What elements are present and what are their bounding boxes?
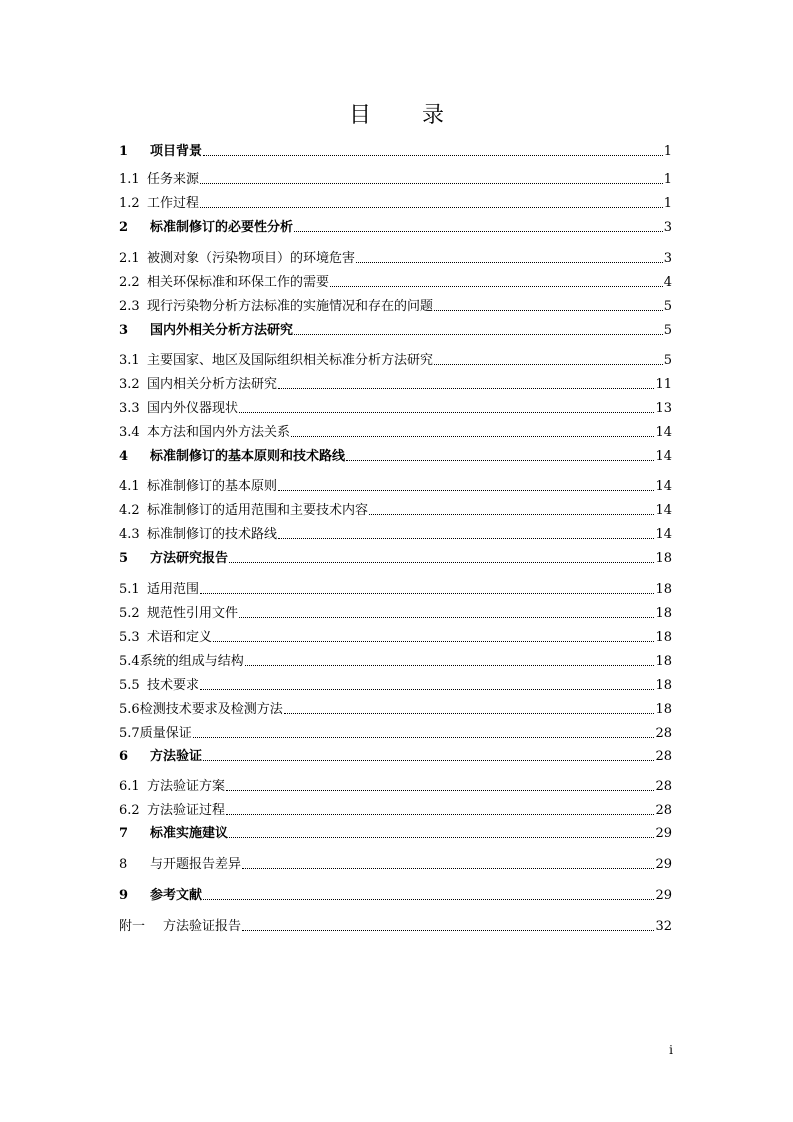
dot-leader — [294, 230, 663, 232]
toc-entry-number: 1 — [119, 144, 129, 159]
toc-entry-number: 4.2 — [119, 503, 140, 518]
toc-entry-title: 与开题报告差异 — [150, 857, 242, 872]
dot-leader — [193, 736, 655, 738]
toc-entry[interactable] — [119, 824, 672, 842]
toc-entry-title: 相关环保标准和环保工作的需要 — [147, 275, 330, 290]
toc-entry-number: 5 — [119, 551, 129, 566]
toc-entry-page: 28 — [655, 726, 672, 741]
dot-leader — [229, 561, 654, 563]
toc-entry-title: 项目背景 — [150, 144, 203, 159]
toc-entry[interactable] — [119, 351, 672, 369]
toc-entry-title: 方法验证报告 — [163, 919, 242, 934]
toc-entry-page: 14 — [655, 425, 672, 440]
toc-entry[interactable] — [119, 724, 672, 742]
toc-entry[interactable] — [119, 525, 672, 543]
toc-entry-number: 3.3 — [119, 401, 140, 416]
toc-entry[interactable] — [119, 652, 672, 670]
toc-entry[interactable] — [119, 321, 672, 339]
dot-leader — [226, 813, 654, 815]
dot-leader — [294, 333, 663, 335]
toc-entry-page: 11 — [655, 377, 672, 392]
toc-entry-number: 3.2 — [119, 377, 140, 392]
toc-entry-number: 5.3 — [119, 630, 140, 645]
dot-leader — [434, 309, 663, 311]
toc-entry-page: 1 — [663, 196, 672, 211]
toc-entry[interactable] — [119, 375, 672, 393]
toc-entry[interactable] — [119, 170, 672, 188]
dot-leader — [200, 182, 663, 184]
toc-entry[interactable] — [119, 886, 672, 904]
toc-entry[interactable] — [119, 855, 672, 873]
toc-entry[interactable] — [119, 549, 672, 567]
toc-entry-title: 质量保证 — [139, 726, 192, 741]
dot-leader — [291, 435, 654, 437]
toc-entry-title: 适用范围 — [147, 582, 200, 597]
toc-entry[interactable] — [119, 447, 672, 465]
dot-leader — [434, 363, 663, 365]
dot-leader — [239, 616, 654, 618]
toc-entry-page: 13 — [655, 401, 672, 416]
dot-leader — [226, 789, 654, 791]
toc-entry-page: 5 — [663, 353, 672, 368]
toc-entry-page: 28 — [655, 779, 672, 794]
toc-entry-number: 1.2 — [119, 196, 140, 211]
dot-leader — [213, 640, 654, 642]
toc-entry-title: 术语和定义 — [147, 630, 213, 645]
toc-entry[interactable] — [119, 580, 672, 598]
toc-entry-number: 5.1 — [119, 582, 140, 597]
toc-entry-number: 2 — [119, 220, 129, 235]
toc-entry-page: 18 — [655, 678, 672, 693]
toc-entry-page: 18 — [655, 582, 672, 597]
toc-entry-number: 3.1 — [119, 353, 140, 368]
dot-leader — [356, 261, 663, 263]
toc-entry-number: 4.1 — [119, 479, 140, 494]
toc-entry-title: 技术要求 — [147, 678, 200, 693]
toc-entry-title: 检测技术要求及检测方法 — [139, 702, 283, 717]
toc-entry-page: 14 — [655, 479, 672, 494]
toc-entry[interactable] — [119, 477, 672, 495]
toc-entry-number: 7 — [119, 826, 129, 841]
toc-entry-number: 5.7 — [119, 726, 140, 741]
toc-entry-page: 5 — [663, 323, 672, 338]
toc-entry[interactable] — [119, 777, 672, 795]
toc-entry-title: 标准实施建议 — [150, 826, 229, 841]
toc-entry-page: 18 — [655, 702, 672, 717]
dot-leader — [200, 688, 654, 690]
toc-entry-page: 32 — [655, 919, 672, 934]
toc-entry[interactable] — [119, 249, 672, 267]
toc-entry[interactable] — [119, 423, 672, 441]
toc-entry-title: 国内外相关分析方法研究 — [150, 323, 294, 338]
toc-entry[interactable] — [119, 273, 672, 291]
toc-entry-number: 4.3 — [119, 527, 140, 542]
toc-entry-page: 18 — [655, 654, 672, 669]
toc-entry[interactable] — [119, 399, 672, 417]
dot-leader — [239, 411, 654, 413]
toc-entry[interactable] — [119, 604, 672, 622]
toc-entry-title: 方法验证过程 — [147, 803, 226, 818]
dot-leader — [278, 537, 654, 539]
toc-entry-number: 6.1 — [119, 779, 140, 794]
toc-entry-title: 本方法和国内外方法关系 — [147, 425, 291, 440]
toc-entry-page: 14 — [655, 449, 672, 464]
dot-leader — [200, 592, 654, 594]
toc-entry-title: 现行污染物分析方法标准的实施情况和存在的问题 — [147, 299, 434, 314]
toc-entry-title: 标准制修订的技术路线 — [147, 527, 278, 542]
toc-entry-title: 标准制修订的基本原则 — [147, 479, 278, 494]
dot-leader — [278, 387, 654, 389]
toc-entry-number: 6 — [119, 749, 129, 764]
dot-leader — [284, 712, 655, 714]
toc-entry-number: 5.5 — [119, 678, 140, 693]
toc-entry-number: 附一 — [119, 919, 146, 934]
toc-entry-page: 18 — [655, 630, 672, 645]
toc-entry-title: 国内外仪器现状 — [147, 401, 239, 416]
toc-entry-number: 3.4 — [119, 425, 140, 440]
dot-leader — [242, 867, 654, 869]
toc-entry-number: 4 — [119, 449, 129, 464]
toc-entry-number: 2.1 — [119, 251, 140, 266]
toc-entry-title: 被测对象（污染物项目）的环境危害 — [147, 251, 356, 266]
toc-entry-title: 工作过程 — [147, 196, 200, 211]
toc-entry[interactable] — [119, 297, 672, 315]
dot-leader — [200, 206, 663, 208]
toc-entry-title: 主要国家、地区及国际组织相关标准分析方法研究 — [147, 353, 434, 368]
toc-entry-number: 8 — [119, 857, 128, 872]
toc-entry-page: 14 — [655, 527, 672, 542]
toc-entry[interactable] — [119, 676, 672, 694]
toc-entry[interactable] — [119, 628, 672, 646]
toc-entry-page: 4 — [663, 275, 672, 290]
toc-entry-page: 18 — [655, 551, 672, 566]
toc-entry[interactable] — [119, 747, 672, 765]
toc-entry[interactable] — [119, 700, 672, 718]
toc-entry-title: 标准制修订的必要性分析 — [150, 220, 294, 235]
toc-entry-page: 3 — [663, 220, 672, 235]
page-number-footer: i — [669, 1043, 673, 1057]
toc-entry-title: 标准制修订的适用范围和主要技术内容 — [147, 503, 369, 518]
toc-entry-page: 28 — [655, 803, 672, 818]
toc-title: 目 录 — [349, 103, 466, 128]
toc-entry-page: 5 — [663, 299, 672, 314]
toc-entry-number: 5.4 — [119, 654, 140, 669]
toc-entry-number: 2.3 — [119, 299, 140, 314]
toc-entry[interactable] — [119, 218, 672, 236]
toc-entry-title: 任务来源 — [147, 172, 200, 187]
toc-entry-title: 参考文献 — [150, 888, 203, 903]
toc-entry-page: 29 — [655, 888, 672, 903]
toc-entry-title: 国内相关分析方法研究 — [147, 377, 278, 392]
toc-entry[interactable] — [119, 801, 672, 819]
dot-leader — [278, 489, 654, 491]
toc-entry-page: 14 — [655, 503, 672, 518]
dot-leader — [242, 929, 654, 931]
toc-entry[interactable] — [119, 501, 672, 519]
toc-entry-page: 1 — [663, 144, 672, 159]
toc-entry[interactable] — [119, 142, 672, 160]
toc-entry-title: 系统的组成与结构 — [139, 654, 244, 669]
dot-leader — [245, 664, 655, 666]
toc-entry-page: 18 — [655, 606, 672, 621]
toc-entry-number: 9 — [119, 888, 129, 903]
toc-entry-title: 方法验证 — [150, 749, 203, 764]
toc-entry-title: 方法验证方案 — [147, 779, 226, 794]
toc-entry-number: 5.6 — [119, 702, 140, 717]
dot-leader — [203, 898, 654, 900]
dot-leader — [346, 459, 654, 461]
dot-leader — [330, 285, 663, 287]
dot-leader — [229, 836, 654, 838]
dot-leader — [203, 759, 654, 761]
toc-entry-page: 29 — [655, 826, 672, 841]
toc-entry-page: 3 — [663, 251, 672, 266]
dot-leader — [369, 513, 654, 515]
toc-entry-page: 29 — [655, 857, 672, 872]
toc-entry-number: 3 — [119, 323, 129, 338]
toc-entry-title: 规范性引用文件 — [147, 606, 239, 621]
toc-entry-page: 28 — [655, 749, 672, 764]
toc-entry-number: 5.2 — [119, 606, 140, 621]
toc-entry[interactable] — [119, 194, 672, 212]
toc-entry-number: 1.1 — [119, 172, 140, 187]
toc-entry-title: 标准制修订的基本原则和技术路线 — [150, 449, 346, 464]
toc-entry-title: 方法研究报告 — [150, 551, 229, 566]
dot-leader — [203, 154, 663, 156]
toc-entry-page: 1 — [663, 172, 672, 187]
toc-entry[interactable] — [119, 917, 672, 935]
toc-entry-number: 6.2 — [119, 803, 140, 818]
toc-entry-number: 2.2 — [119, 275, 140, 290]
